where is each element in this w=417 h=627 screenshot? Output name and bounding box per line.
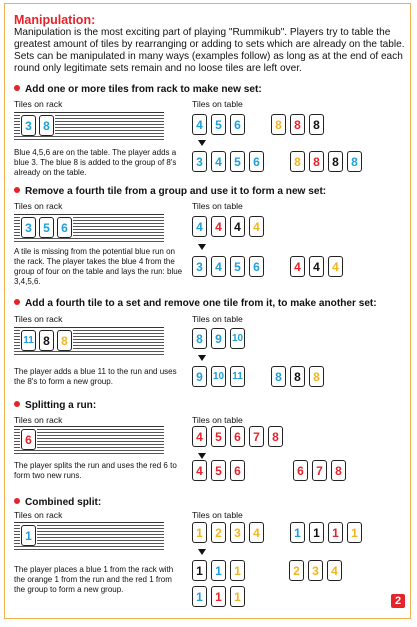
tile-yellow-3: 3 [230,522,245,543]
table-before [192,216,264,237]
tile-blue-5: 5 [230,151,245,172]
tile-blue-8: 8 [39,115,54,136]
table-after [192,560,342,581]
tile-set [290,256,343,277]
red-bullet-icon [14,85,20,91]
tile-set [192,522,264,543]
tile-rack [14,522,164,551]
red-bullet-icon [14,187,20,193]
tile-set [192,586,245,607]
tile-blue-9: 9 [211,328,226,349]
tile-red-1: 1 [211,586,226,607]
section-description: A tile is missing from the potential blue run on the rack. The player takes the blue 4 from the group of four on the table and lays the run: blue 3,4,5,6. [14,247,183,286]
tile-yellow-1: 1 [230,560,245,581]
rack-label: Tiles on rack [14,510,63,520]
section-heading-text: Splitting a run: [25,400,97,411]
rack-tiles [20,525,37,546]
table-label: Tiles on table [192,314,243,324]
tile-yellow-2: 2 [289,560,304,581]
red-bullet-icon [14,401,20,407]
tile-red-6: 6 [230,460,245,481]
tile-rack [14,214,164,243]
tile-blue-1: 1 [21,525,36,546]
tile-red-8: 8 [309,151,324,172]
rack-label: Tiles on rack [14,201,63,211]
tile-set [271,366,324,387]
tile-blue-11: 11 [230,366,245,387]
red-bullet-icon [14,299,20,305]
rack-tiles [20,217,73,238]
section-heading-text: Combined split: [25,497,102,508]
section-description: The player adds a blue 11 to the run and uses the 8's to form a new group. [14,367,177,386]
tile-blue-8: 8 [271,366,286,387]
table-before [192,522,362,543]
table-after [192,151,362,172]
table-label: Tiles on table [192,201,243,211]
tile-yellow-8: 8 [271,114,286,135]
tile-set [192,460,245,481]
tile-blue-3: 3 [192,151,207,172]
tile-black-1: 1 [192,560,207,581]
red-bullet-icon [14,498,20,504]
tile-blue-4: 4 [192,216,207,237]
tile-set [290,522,362,543]
section-description: The player places a blue 1 from the rack with the orange 1 from the run and the red 1 from the group to form a new group. [14,565,174,594]
table-after [192,460,346,481]
tile-set [289,560,342,581]
tile-set [271,114,324,135]
tile-red-6: 6 [21,429,36,450]
tile-yellow-8: 8 [309,366,324,387]
rack-tiles [20,115,55,136]
table-after [192,256,343,277]
tile-yellow-2: 2 [211,522,226,543]
table-before [192,426,283,447]
rack-label: Tiles on rack [14,415,63,425]
table-label: Tiles on table [192,415,243,425]
tile-black-8: 8 [290,366,305,387]
tile-red-7: 7 [312,460,327,481]
tile-blue-10: 10 [211,366,226,387]
tile-set [192,560,245,581]
table-label: Tiles on table [192,510,243,520]
section-description: Blue 4,5,6 are on the table. The player adds a blue 3. The blue 8 is added to the group of 8's already on the table. [14,148,177,177]
tile-yellow-4: 4 [249,522,264,543]
tile-blue-6: 6 [57,217,72,238]
tile-red-4: 4 [211,216,226,237]
rack-tiles [20,429,37,450]
table-after [192,366,324,387]
tile-red-8: 8 [331,460,346,481]
rack-tiles [20,330,73,351]
section-heading-text: Add one or more tiles from rack to make new set: [25,84,262,95]
tile-blue-3: 3 [21,217,36,238]
tile-yellow-3: 3 [308,560,323,581]
tile-yellow-4: 4 [249,216,264,237]
tile-blue-1: 1 [290,522,305,543]
tile-blue-10: 10 [230,328,245,349]
down-arrow-icon [198,355,206,361]
tile-blue-5: 5 [230,256,245,277]
tile-blue-11: 11 [21,330,36,351]
section-heading-text: Remove a fourth tile from a group and use it to form a new set: [25,186,327,197]
tile-blue-8: 8 [347,151,362,172]
tile-blue-3: 3 [192,256,207,277]
tile-blue-9: 9 [192,366,207,387]
section-heading-text: Add a fourth tile to a set and remove one tile from it, to make another set: [25,298,377,309]
tile-set [192,114,245,135]
tile-red-4: 4 [290,256,305,277]
tile-set [290,151,362,172]
tile-red-5: 5 [211,460,226,481]
tile-set [192,256,264,277]
section-heading-add-tiles [14,84,262,95]
tile-red-5: 5 [211,426,226,447]
intro-paragraph: Manipulation is the most exciting part of playing "Rummikub". Players try to table the greatest amount of tiles by rearranging or adding to sets which are already on the table. Sets can be manipulated in many ways (examples follow) as long as at the end of each round only legitimate sets remain and no loose tiles are left over. [14,27,405,74]
tile-yellow-4: 4 [328,256,343,277]
tile-set [192,328,245,349]
table-before [192,328,245,349]
tile-red-6: 6 [230,426,245,447]
tile-yellow-1: 1 [230,586,245,607]
tile-blue-4: 4 [211,151,226,172]
tile-red-7: 7 [249,426,264,447]
tile-yellow-1: 1 [347,522,362,543]
rules-page [4,3,411,619]
page-title: Manipulation: [14,13,96,27]
tile-yellow-4: 4 [327,560,342,581]
tile-set [293,460,346,481]
tile-red-8: 8 [290,114,305,135]
table-after-second-row [192,586,245,607]
tile-yellow-1: 1 [192,522,207,543]
tile-blue-4: 4 [192,114,207,135]
tile-black-1: 1 [309,522,324,543]
tile-set [192,366,245,387]
tile-blue-6: 6 [230,114,245,135]
tile-set [192,216,264,237]
tile-blue-8: 8 [192,328,207,349]
section-heading-combined-split [14,497,101,508]
down-arrow-icon [198,244,206,250]
down-arrow-icon [198,140,206,146]
tile-blue-5: 5 [211,114,226,135]
tile-blue-3: 3 [21,115,36,136]
tile-blue-6: 6 [249,151,264,172]
section-heading-remove-fourth [14,186,326,197]
tile-rack [14,426,164,455]
tile-set [192,426,283,447]
tile-yellow-8: 8 [290,151,305,172]
rack-label: Tiles on rack [14,314,63,324]
section-description: The player splits the run and uses the red 6 to form two new runs. [14,461,177,480]
tile-black-4: 4 [230,216,245,237]
down-arrow-icon [198,549,206,555]
tile-blue-5: 5 [39,217,54,238]
section-heading-add-and-remove [14,298,377,309]
tile-black-8: 8 [328,151,343,172]
tile-red-6: 6 [293,460,308,481]
down-arrow-icon [198,453,206,459]
page-number: 2 [391,594,405,608]
rack-label: Tiles on rack [14,99,63,109]
tile-rack [14,327,164,356]
tile-blue-4: 4 [211,256,226,277]
tile-black-4: 4 [309,256,324,277]
table-label: Tiles on table [192,99,243,109]
tile-red-4: 4 [192,426,207,447]
tile-blue-1: 1 [192,586,207,607]
tile-red-8: 8 [268,426,283,447]
section-heading-splitting-run [14,400,96,411]
tile-black-8: 8 [39,330,54,351]
tile-red-1: 1 [328,522,343,543]
tile-blue-6: 6 [249,256,264,277]
tile-red-4: 4 [192,460,207,481]
table-before [192,114,324,135]
tile-set [192,151,264,172]
tile-blue-1: 1 [211,560,226,581]
tile-rack [14,112,164,141]
tile-black-8: 8 [309,114,324,135]
tile-yellow-8: 8 [57,330,72,351]
